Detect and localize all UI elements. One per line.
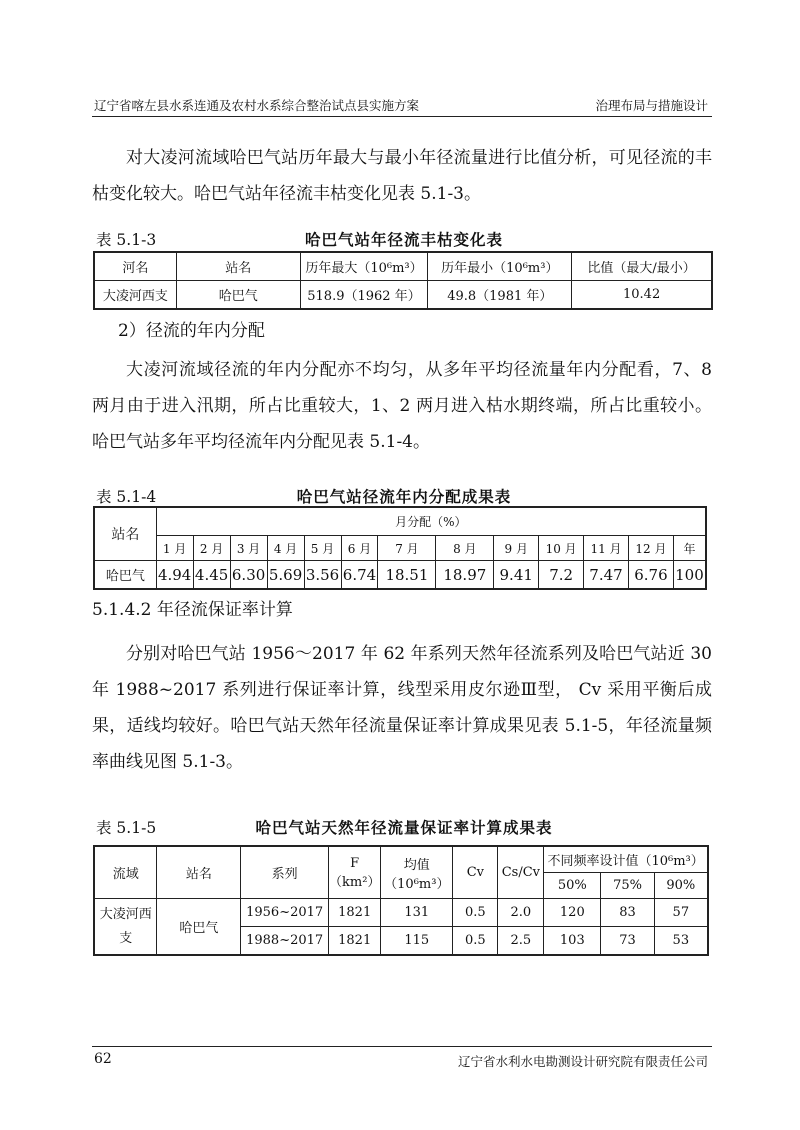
table-header-row bbox=[95, 508, 706, 536]
header-cell: 历年最大（10⁶m³） bbox=[300, 253, 428, 281]
table-5-1-4-number: 表 5.1-4 bbox=[96, 488, 157, 506]
table-cell: 103 bbox=[544, 927, 601, 955]
header-cell: 7 月 bbox=[378, 536, 436, 561]
header-area-unit: （km²） bbox=[328, 874, 381, 890]
table-cell: 100 bbox=[673, 561, 705, 589]
table-cell: 131 bbox=[381, 899, 453, 927]
table-5-1-4-caption bbox=[96, 485, 712, 507]
table-cell: 57 bbox=[654, 899, 707, 927]
header-mean-label: 均值 bbox=[403, 857, 430, 873]
table-cell: 4.94 bbox=[156, 561, 193, 589]
table-cell: 4.45 bbox=[193, 561, 230, 589]
section-heading: 5.1.4.2 年径流保证率计算 bbox=[92, 600, 293, 620]
header-cell-month-group: 月分配（%） bbox=[156, 508, 705, 536]
table-cell: 49.8（1981 年） bbox=[428, 281, 572, 309]
header-cell: 90% bbox=[654, 873, 707, 899]
header-cell-series: 系列 bbox=[241, 847, 329, 899]
table-cell: 518.9（1962 年） bbox=[300, 281, 428, 309]
table-5-1-3-number: 表 5.1-3 bbox=[96, 231, 157, 249]
table-cell: 115 bbox=[381, 927, 453, 955]
header-document-title: 辽宁省喀左县水系连通及农村水系综合整治试点县实施方案 bbox=[94, 98, 420, 113]
table-5-1-5-caption bbox=[96, 816, 712, 838]
subheading-annual-distribution: 2）径流的年内分配 bbox=[118, 321, 265, 341]
header-cell: 6 月 bbox=[341, 536, 378, 561]
table-cell: 1821 bbox=[328, 899, 380, 927]
header-chapter-title: 治理布局与措施设计 bbox=[595, 98, 708, 113]
table-5-1-5-title: 哈巴气站天然年径流量保证率计算成果表 bbox=[255, 818, 553, 837]
table-cell: 2.0 bbox=[498, 899, 544, 927]
table-cell: 18.97 bbox=[436, 561, 494, 589]
table-cell: 哈巴气 bbox=[176, 281, 300, 309]
table-cell-station: 哈巴气 bbox=[95, 561, 157, 589]
table-row bbox=[95, 899, 708, 927]
table-header-row bbox=[95, 847, 708, 873]
table-cell: 1956~2017 bbox=[241, 899, 329, 927]
header-cell-frequency-group: 不同频率设计值（10⁶m³） bbox=[544, 847, 708, 873]
header-cell-mean bbox=[381, 847, 453, 899]
header-cell: 9 月 bbox=[494, 536, 539, 561]
table-cell: 18.51 bbox=[378, 561, 436, 589]
table-cell: 2.5 bbox=[498, 927, 544, 955]
header-cell: 年 bbox=[673, 536, 705, 561]
header-cell: 1 月 bbox=[156, 536, 193, 561]
table-cell: 1821 bbox=[328, 927, 380, 955]
header-cell: 5 月 bbox=[304, 536, 341, 561]
table-cell: 5.69 bbox=[267, 561, 304, 589]
table-5-1-4-title: 哈巴气站径流年内分配成果表 bbox=[296, 487, 512, 506]
header-cell: 11 月 bbox=[584, 536, 629, 561]
table-cell: 6.74 bbox=[341, 561, 378, 589]
header-cell-station: 站名 bbox=[157, 847, 241, 899]
table-5-1-4 bbox=[94, 507, 706, 589]
table-5-1-3-caption bbox=[96, 228, 712, 250]
table-cell-station: 哈巴气 bbox=[157, 899, 241, 955]
header-cell-area bbox=[328, 847, 380, 899]
page-number: 62 bbox=[94, 1051, 112, 1067]
table-cell: 9.41 bbox=[494, 561, 539, 589]
table-header-row bbox=[95, 536, 706, 561]
header-cell: 比值（最大/最小） bbox=[572, 253, 712, 281]
header-area-label: F bbox=[350, 855, 360, 871]
table-cell: 7.2 bbox=[539, 561, 584, 589]
paragraph-runoff-ratio: 对大凌河流域哈巴气站历年最大与最小年径流量进行比值分析，可见径流的丰枯变化较大。哈巴气站年径流丰枯变化见表 5.1-3。 bbox=[92, 148, 712, 204]
header-mean-unit: （10⁶m³） bbox=[384, 876, 450, 892]
paragraph-annual-distribution: 大凌河流域径流的年内分配亦不均匀，从多年平均径流量年内分配看，7、8 两月由于进入汛期，所占比重较大，1、2 两月进入枯水期终端，所占比重较小。哈巴气站多年平均径流年内分配见表 5.1-4。 bbox=[92, 360, 712, 452]
table-5-1-5 bbox=[94, 846, 708, 955]
table-5-1-5-number: 表 5.1-5 bbox=[96, 819, 157, 837]
header-cell: 2 月 bbox=[193, 536, 230, 561]
table-cell: 7.47 bbox=[584, 561, 629, 589]
table-cell: 10.42 bbox=[572, 281, 712, 309]
table-cell: 120 bbox=[544, 899, 601, 927]
table-cell-basin: 大凌河西支 bbox=[95, 899, 157, 955]
footer-organization: 辽宁省水利水电勘测设计研究院有限责任公司 bbox=[457, 1054, 708, 1069]
header-cell: 历年最小（10⁶m³） bbox=[428, 253, 572, 281]
table-cell: 1988~2017 bbox=[241, 927, 329, 955]
table-cell: 大凌河西支 bbox=[95, 281, 177, 309]
header-cell-basin: 流域 bbox=[95, 847, 157, 899]
page-header bbox=[92, 92, 712, 117]
table-cell: 6.30 bbox=[230, 561, 267, 589]
paragraph-guarantee-rate: 分别对哈巴气站 1956～2017 年 62 年系列天然年径流系列及哈巴气站近 30 年 1988~2017 系列进行保证率计算，线型采用皮尔逊Ⅲ型， Cv 采用平衡后成果，适线均较好。哈巴气站天然年径流量保证率计算成果见表 5.1-5，年径流量频率曲线见图 5.1-3。 bbox=[92, 644, 712, 772]
table-5-1-3 bbox=[94, 252, 712, 309]
header-cell: 10 月 bbox=[539, 536, 584, 561]
table-5-1-3-title: 哈巴气站年径流丰枯变化表 bbox=[304, 230, 503, 249]
table-cell: 73 bbox=[601, 927, 654, 955]
header-cell-station: 站名 bbox=[95, 508, 157, 561]
header-cell: 站名 bbox=[176, 253, 300, 281]
header-cell-cv: Cv bbox=[453, 847, 498, 899]
header-cell: 8 月 bbox=[436, 536, 494, 561]
header-cell: 12 月 bbox=[628, 536, 673, 561]
table-cell: 53 bbox=[654, 927, 707, 955]
table-cell: 3.56 bbox=[304, 561, 341, 589]
table-cell: 0.5 bbox=[453, 927, 498, 955]
table-row bbox=[95, 561, 706, 589]
table-header-row bbox=[95, 253, 712, 281]
header-cell: 4 月 bbox=[267, 536, 304, 561]
header-cell-cscv: Cs/Cv bbox=[498, 847, 544, 899]
header-cell: 河名 bbox=[95, 253, 177, 281]
table-row bbox=[95, 281, 712, 309]
header-cell: 50% bbox=[544, 873, 601, 899]
table-cell: 0.5 bbox=[453, 899, 498, 927]
page-footer bbox=[92, 1046, 712, 1067]
table-cell: 83 bbox=[601, 899, 654, 927]
header-cell: 3 月 bbox=[230, 536, 267, 561]
table-cell: 6.76 bbox=[628, 561, 673, 589]
header-cell: 75% bbox=[601, 873, 654, 899]
